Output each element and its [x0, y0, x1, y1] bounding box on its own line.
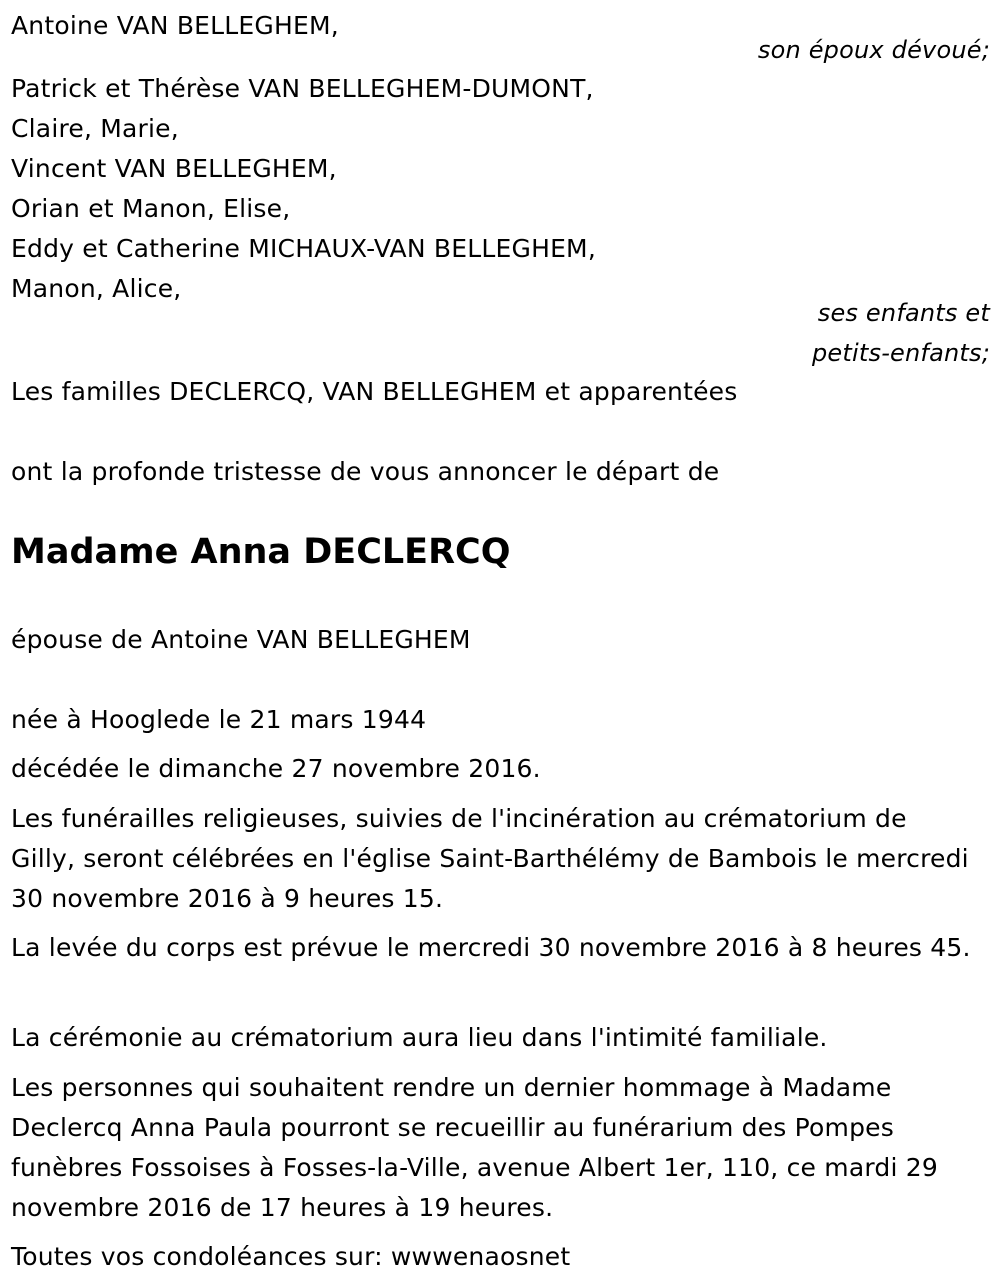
children-line-3: Vincent VAN BELLEGHEM, [11, 154, 337, 183]
families-line: Les familles DECLERCQ, VAN BELLEGHEM et apparentées [11, 377, 738, 406]
funeral-visit-paragraph: Les personnes qui souhaitent rendre un dernier hommage à Madame Declercq Anna Paula pourront se recueillir au funérarium des Pompes funèbres Fossoises à Fosses-la-Ville, avenue Albert 1er, 110, ce mardi 29 novembre 2016 de 17 heures à 19 heures. [11, 1073, 938, 1222]
children-line-2: Claire, Marie, [11, 114, 179, 143]
deceased-died: décédée le dimanche 27 novembre 2016. [11, 754, 541, 783]
funeral-levee-paragraph: La levée du corps est prévue le mercredi 30 novembre 2016 à 8 heures 45. [11, 933, 971, 962]
deceased-name: Madame Anna DECLERCQ [11, 532, 511, 572]
children-role-line-2: petits-enfants; [812, 339, 990, 367]
funeral-crematorium-paragraph: La cérémonie au crématorium aura lieu dans l'intimité familiale. [11, 1023, 828, 1052]
children-line-4: Orian et Manon, Elise, [11, 194, 291, 223]
children-line-6: Manon, Alice, [11, 274, 182, 303]
children-line-1: Patrick et Thérèse VAN BELLEGHEM-DUMONT, [11, 74, 594, 103]
spouse-role: son époux dévoué; [757, 36, 990, 64]
spouse-name: Antoine VAN BELLEGHEM, [11, 11, 339, 40]
children-line-5: Eddy et Catherine MICHAUX-VAN BELLEGHEM, [11, 234, 596, 263]
funeral-ceremony-paragraph: Les funérailles religieuses, suivies de l'incinération au crématorium de Gilly, seront célébrées en l'église Saint-Barthélémy de Bambois le mercredi 30 novembre 2016 à 9 heures 15. [11, 804, 969, 913]
deceased-born: née à Hooglede le 21 mars 1944 [11, 705, 427, 734]
announcement-line: ont la profonde tristesse de vous annoncer le départ de [11, 457, 720, 486]
children-role-line-1: ses enfants et [817, 299, 990, 327]
deceased-spouse-of: épouse de Antoine VAN BELLEGHEM [11, 625, 471, 654]
condolences-line: Toutes vos condoléances sur: wwwenaosnet [11, 1242, 571, 1271]
